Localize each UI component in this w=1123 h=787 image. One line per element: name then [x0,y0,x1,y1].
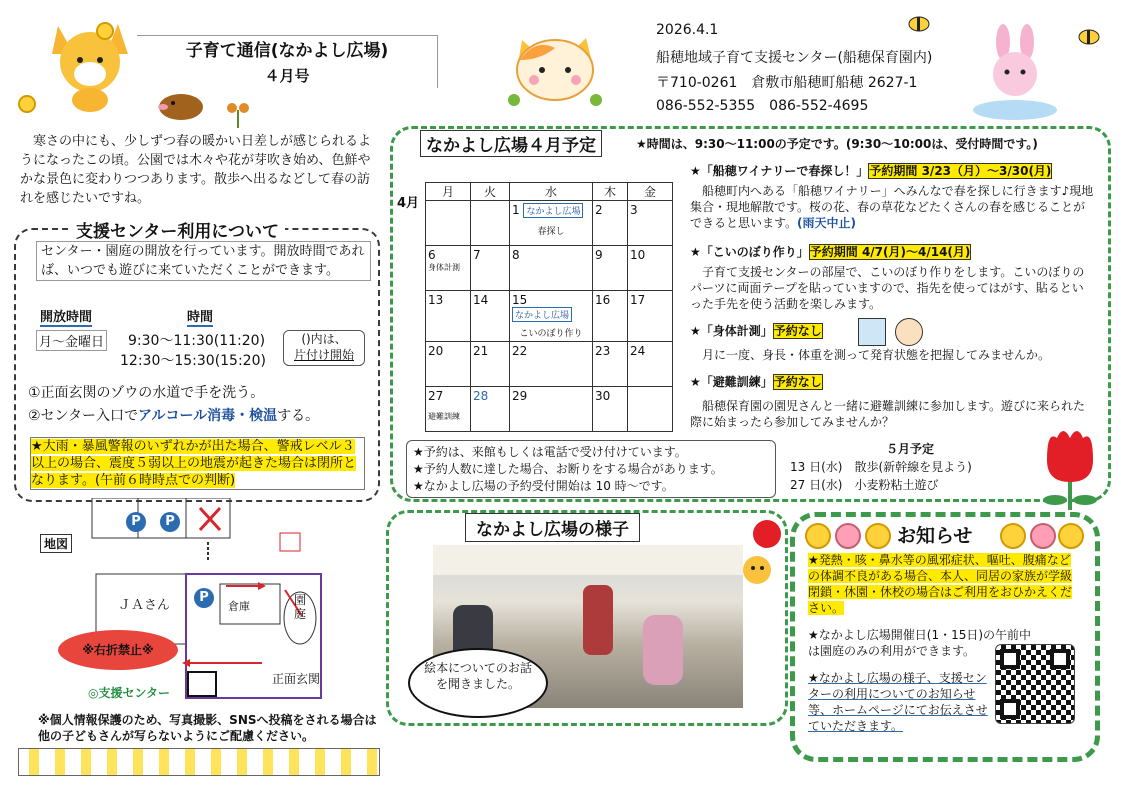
event-label: 春探し [537,227,565,237]
schedule-time-note: ★時間は、9:30～11:00の予定です。(9:30～10:00は、受付時間です。) [636,137,1038,151]
day-number: 7 [473,248,481,262]
notice-title: お知らせ [897,525,973,547]
day-number: 16 [595,293,611,307]
weekday-header: 金 [628,183,673,201]
calendar-cell [510,201,593,246]
notice-2: ★なかよし広場開催日(1・15日)の午前中は園庭のみの利用ができます。 [808,628,1032,658]
calendar-cell [593,342,628,387]
notice-1-text: ★発熱・咳・鼻水等の風邪症状、嘔吐、腹痛などの体調不良がある場合、本人、同居の家族が学級閉鎖・休園・休校の場合はご利用をおひかえください。 [808,553,1073,615]
usage-text: センター・園庭の開放を行っています。開放時間であれば、いつでも遊びに来ていただくことができます。 [41,244,365,278]
bee-icon [1075,25,1103,47]
event-4-text: 船穂保育園の園児さんと一緒に避難訓練に参加します。遊びに来られた際に始まったら参加してみませんか？ [690,399,1086,429]
weekday-header: 水 [510,183,593,201]
rule-2 [28,405,319,425]
day-number: 24 [630,344,646,358]
notice-3: ★なかよし広場の様子、支援センターの利用についてのお知らせ等、ホームページにてお伝えさせていただきます。 [808,671,988,733]
event-tag: なかよし広場 [523,203,583,218]
time-afternoon: 12:30～15:30(15:20) [120,353,266,369]
calendar-cell [628,201,673,246]
time-label: 時間 [187,306,213,327]
flower-icon [18,95,36,113]
event-2 [690,244,1095,312]
april-calendar [425,182,673,432]
calendar-cell [426,342,471,387]
map-ja: ＪＡさん [118,598,171,613]
calendar-month: 4月 [397,196,420,211]
day-number: 20 [428,344,444,358]
hours-label: 開放時間 [40,306,92,327]
center-name: 船穂地域子育て支援センター(船穂保育園内) [656,50,933,66]
day-number: 17 [630,293,646,307]
apple-character-icon [735,512,795,592]
day-number: 3 [630,203,638,217]
reservation-notes [406,440,776,498]
calendar-cell [510,246,593,291]
day-number: 9 [595,248,603,262]
day-number: 15 [512,293,528,307]
rule-2-post: する。 [277,408,320,424]
parking-icon: P [194,588,214,608]
hours-days: 月～金曜日 [36,330,107,351]
may-date: 27 日(水) [790,478,843,492]
intro-text: 寒さの中にも、少しずつ春の暖かい日差しが感じられるようになったこの頃。公園では木々や花が芽吹き始め、色鮮やかな景色に変わりつつあります。散歩へ出るなどして春の訪れを感じたいですね。 [20,134,372,206]
center-address: 〒710-0261 倉敷市船穂町船穂 2627-1 [656,75,918,91]
parking-icon: P [126,512,146,532]
flower-icon [835,523,861,549]
calendar-cell [426,201,471,246]
calendar-cell [593,387,628,432]
flower-icon [1058,523,1084,549]
calendar-cell [471,291,510,342]
support-center-label: ◎支援センター [88,686,170,700]
may-event: 散歩(新幹線を見よう) [854,460,972,474]
day-number: 6 [428,248,436,262]
usage-description [36,241,371,281]
map-label: 地図 [40,534,72,553]
weekday-header: 木 [593,183,628,201]
flower-icon [865,523,891,549]
map-area [30,498,375,713]
note-line1: ()内は、 [301,332,347,346]
day-number: 23 [595,344,611,358]
calendar-cell [426,387,471,432]
issue-label: ４月号 [264,67,310,85]
event-2-title: ★「こいのぼり作り」 [690,245,809,259]
event-4-title: ★「避難訓練」 [690,375,773,389]
issue-date: 2026.4.1 [656,22,719,38]
event-label: 身体計測 [428,263,460,272]
calendar-cell [471,246,510,291]
event-1-title: ★「船穂ワイナリーで春探し！」 [690,164,869,178]
event-3-title: ★「身体計測」 [690,324,773,338]
center-phone: 086-552-5355 086-552-4695 [656,98,869,114]
day-number: 2 [595,203,603,217]
note-line2: 片付け開始 [293,348,354,362]
day-number: 28 [473,389,489,403]
may-event: 小麦粉粘土遊び [854,478,939,492]
event-2-period: 予約期間 4/7(月)～4/14(月) [809,245,971,259]
rule-2-highlight: アルコール消毒・検温 [138,408,278,424]
day-number: 10 [630,248,646,262]
calendar-cell [471,201,510,246]
event-3-period: 予約なし [773,324,822,338]
rule-2-pre: ②センター入口で [28,408,138,424]
no-right-turn-label [58,630,178,670]
calendar-cell [593,246,628,291]
event-2-text: 子育て支援センターの部屋で、こいのぼり作りをします。こいのぼりのパーツに両面テープを貼っていますので、指先を使ってはがす、貼るといった手先を使う活動を楽しみます。 [690,265,1085,311]
event-4-period: 予約なし [773,375,822,389]
map-yard: 園庭 [294,593,307,621]
map-storage: 倉庫 [228,600,250,613]
calendar-cell [426,291,471,342]
flower-icon [805,523,831,549]
may-date: 13 日(水) [790,460,843,474]
bee-icon [905,12,933,34]
day-number: 27 [428,389,444,403]
event-1-rain: (雨天中止) [797,216,857,230]
closure-warning-text: ★大雨・暴風警報のいずれかが出た場合、警戒レベル３以上の場合、震度５弱以上の地震が起きた場合は閉所となります。(午前６時時点での判断) [31,439,357,488]
reservation-note: ★予約は、来館もしくは電話で受け付けています。 [413,445,687,459]
notice-header [805,519,1080,549]
may-schedule [790,440,1030,494]
calendar-cell [510,291,593,342]
measure-icon [858,318,886,346]
calendar-cell [628,387,673,432]
day-number: 30 [595,389,611,403]
day-number: 29 [512,389,528,403]
fox-illustration-icon [40,14,140,114]
rule-1: ①正面玄関のゾウの水道で手を洗う。 [28,385,265,401]
no-right-turn-text: ※右折禁止※ [82,643,154,657]
flower-icon [96,22,114,40]
speech-bubble-text: 絵本についてのお話を聞きました。 [424,661,532,691]
sprout-icon [222,98,254,128]
calendar-cell [510,342,593,387]
event-1 [690,163,1095,231]
notice-1 [808,552,1076,616]
event-tag: なかよし広場 [512,307,572,322]
day-number: 21 [473,344,489,358]
weekday-header: 月 [426,183,471,201]
day-number: 22 [512,344,528,358]
calendar-cell [471,342,510,387]
event-label: 避難訓練 [428,412,460,421]
rabbit-illustration-icon [965,22,1065,122]
chick-border [18,748,380,776]
day-number: 14 [473,293,489,307]
day-number: 8 [512,248,520,262]
event-label: こいのぼり作り [519,329,583,339]
schedule-title: なかよし広場４月予定 [420,130,602,157]
day-number: 1 [512,203,520,217]
qr-code[interactable] [995,644,1075,724]
page-title: 子育て通信(なかよし広場) [185,41,389,61]
calendar-cell [628,246,673,291]
cat-illustration-icon [500,20,610,110]
weekday-header: 火 [471,183,510,201]
event-3-text: 月に一度、身長・体重を測って発育状態を把握してみませんか。 [702,348,1051,362]
main-entrance-label: 正面玄関 [272,672,321,686]
event-1-text: 船穂町内へある「船穂ワイナリー」へみんなで春を探しに行きます♪現地集合・現地解散です。桜の花、春の草花などたくさんの春を感じることができると思います。 [690,184,1094,230]
title-box [137,35,438,88]
calendar-cell [593,201,628,246]
calendar-cell [628,291,673,342]
time-morning: 9:30～11:30(11:20) [128,333,266,349]
reservation-note: ★予約人数に達した場合、お断りをする場合があります。 [413,462,723,476]
time-note [283,330,365,366]
speech-bubble [408,648,548,718]
day-number: 13 [428,293,444,307]
privacy-note: ※個人情報保護のため、写真撮影、SNSへ投稿をされる場合は他の子どもさんが写らないようにご配慮ください。 [38,713,377,743]
tulip-icon [1035,420,1105,510]
calendar-cell [471,387,510,432]
event-1-period: 予約期間 3/23（月）～3/30(月) [869,164,1052,178]
may-title: ５月予定 [885,442,934,456]
mole-illustration-icon [155,85,207,121]
calendar-cell [510,387,593,432]
calendar-cell [593,291,628,342]
calendar-cell [426,246,471,291]
usage-title: 支援センター利用について [70,217,285,242]
flower-icon [1030,523,1056,549]
event-3 [690,323,1095,363]
photo-title: なかよし広場の様子 [465,513,640,542]
scale-icon [895,318,923,346]
closure-warning [30,437,365,490]
flower-icon [1000,523,1026,549]
parking-icon: P [160,512,180,532]
calendar-cell [628,342,673,387]
reservation-note: ★なかよし広場の予約受付開始は 10 時～です。 [413,479,674,493]
